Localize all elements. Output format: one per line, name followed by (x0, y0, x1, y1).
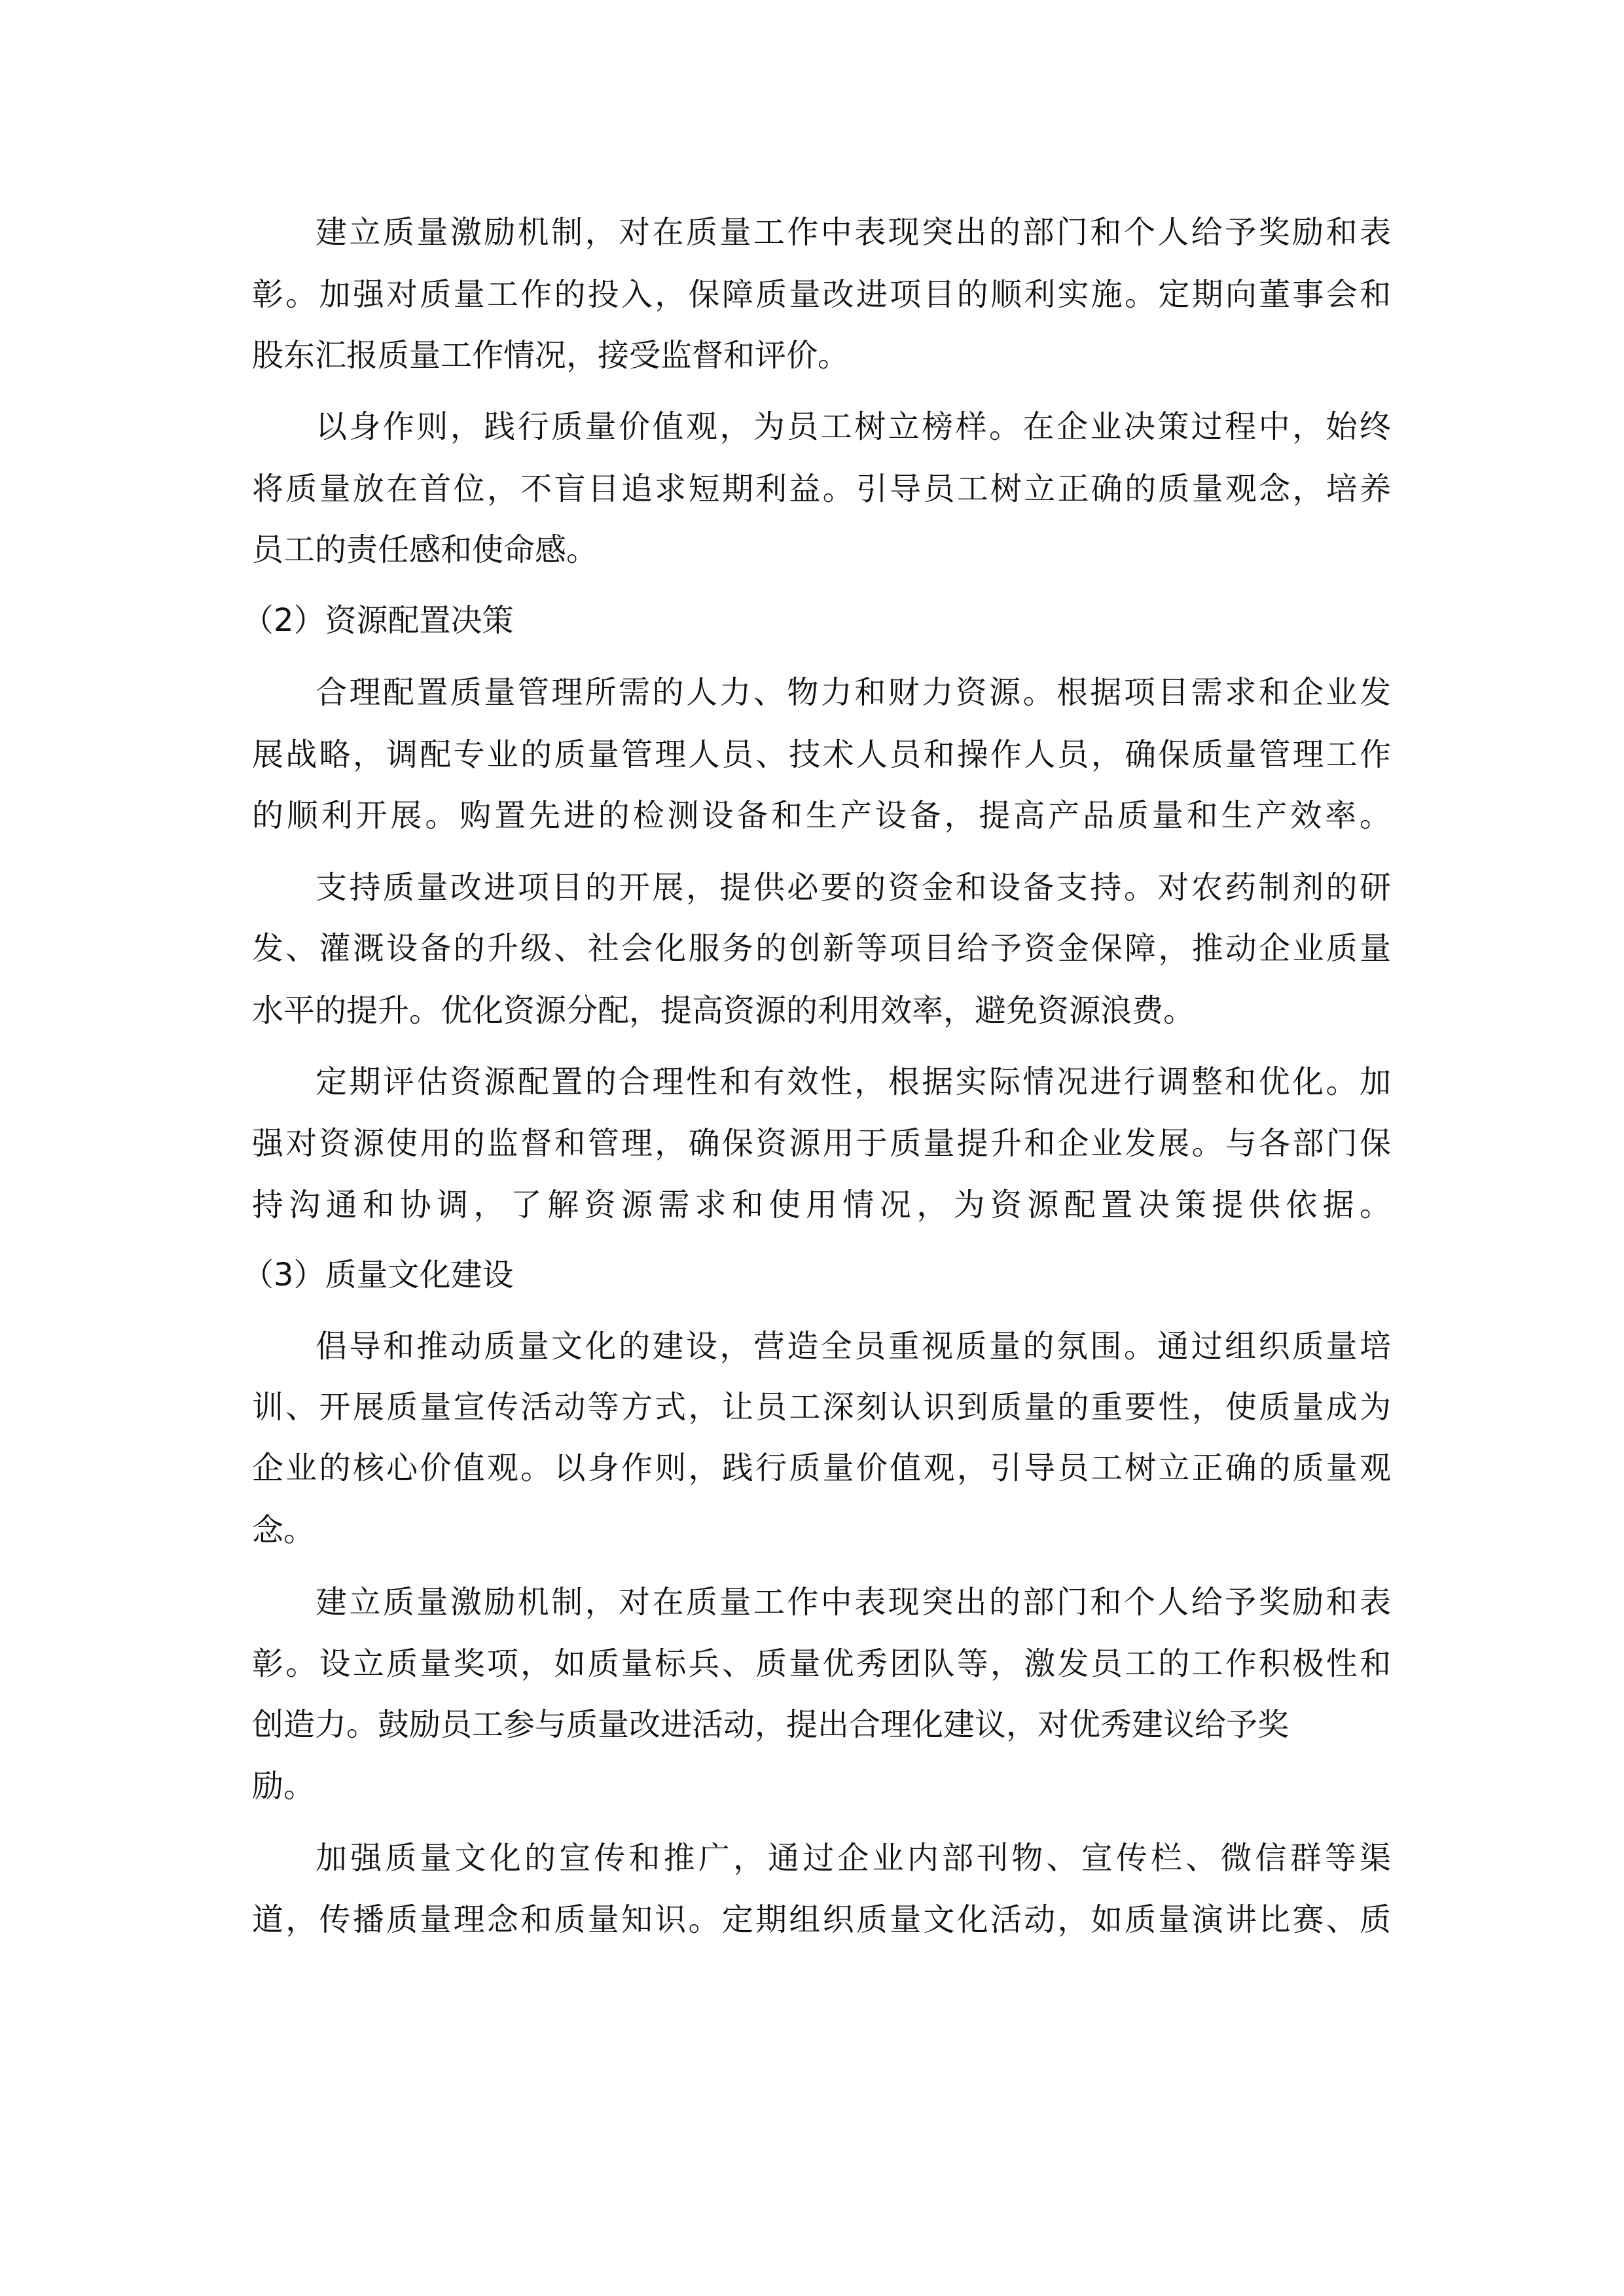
paragraph-1-line-1: 建立质量激励机制，对在质量工作中表现突出的部门和个人给予奖励和表 (316, 214, 1391, 251)
paragraph-3-line-2: 展战略，调配专业的质量管理人员、技术人员和操作人员，确保质量管理工作 (252, 736, 1391, 773)
paragraph-8-line-2: 道，传播质量理念和质量知识。定期组织质量文化活动，如质量演讲比赛、质 (252, 1901, 1391, 1938)
paragraph-5-line-1: 定期评估资源配置的合理性和有效性，根据实际情况进行调整和优化。加 (316, 1064, 1391, 1100)
paragraph-5-line-2: 强对资源使用的监督和管理，确保资源用于质量提升和企业发展。与各部门保 (252, 1125, 1391, 1162)
paragraph-2-line-2: 将质量放在首位，不盲目追求短期利益。引导员工树立正确的质量观念，培养 (252, 471, 1391, 507)
paragraph-7-line-1: 建立质量激励机制，对在质量工作中表现突出的部门和个人给予奖励和表 (316, 1584, 1391, 1621)
paragraph-6-line-3: 企业的核心价值观。以身作则，践行质量价值观，引导员工树立正确的质量观 (252, 1450, 1391, 1486)
paragraph-4-line-1: 支持质量改进项目的开展，提供必要的资金和设备支持。对农药制剂的研 (316, 869, 1391, 906)
paragraph-4-line-2: 发、灌溉设备的升级、社会化服务的创新等项目给予资金保障，推动企业质量 (252, 930, 1391, 967)
paragraph-2-line-3: 员工的责任感和使命感。 (252, 531, 598, 568)
paragraph-3-line-1: 合理配置质量管理所需的人力、物力和财力资源。根据项目需求和企业发 (316, 674, 1391, 711)
paragraph-7-line-3: 创造力。鼓励员工参与质量改进活动，提出合理化建议，对优秀建议给予奖 (252, 1706, 1290, 1743)
section-heading-3: （3）质量文化建设 (242, 1257, 514, 1293)
section-heading-2: （2）资源配置决策 (242, 602, 514, 639)
paragraph-3-line-3: 的顺利开展。购置先进的检测设备和生产设备，提高产品质量和生产效率。 (252, 797, 1391, 834)
paragraph-2-line-1: 以身作则，践行质量价值观，为员工树立榜样。在企业决策过程中，始终 (316, 408, 1391, 445)
paragraph-7-line-4: 励。 (252, 1768, 316, 1804)
paragraph-5-line-3: 持沟通和协调，了解资源需求和使用情况，为资源配置决策提供依据。 (252, 1187, 1391, 1223)
paragraph-6-line-2: 训、开展质量宣传活动等方式，让员工深刻认识到质量的重要性，使质量成为 (252, 1389, 1391, 1426)
paragraph-6-line-1: 倡导和推动质量文化的建设，营造全员重视质量的氛围。通过组织质量培 (316, 1328, 1391, 1365)
paragraph-1-line-3: 股东汇报质量工作情况，接受监督和评价。 (252, 337, 850, 374)
paragraph-7-line-2: 彰。设立质量奖项，如质量标兵、质量优秀团队等，激发员工的工作积极性和 (252, 1645, 1391, 1682)
paragraph-4-line-3: 水平的提升。优化资源分配，提高资源的利用效率，避免资源浪费。 (252, 992, 1195, 1029)
paragraph-1-line-2: 彰。加强对质量工作的投入，保障质量改进项目的顺利实施。定期向董事会和 (252, 276, 1391, 313)
paragraph-6-line-4: 念。 (252, 1512, 316, 1549)
paragraph-8-line-1: 加强质量文化的宣传和推广，通过企业内部刊物、宣传栏、微信群等渠 (316, 1840, 1391, 1876)
